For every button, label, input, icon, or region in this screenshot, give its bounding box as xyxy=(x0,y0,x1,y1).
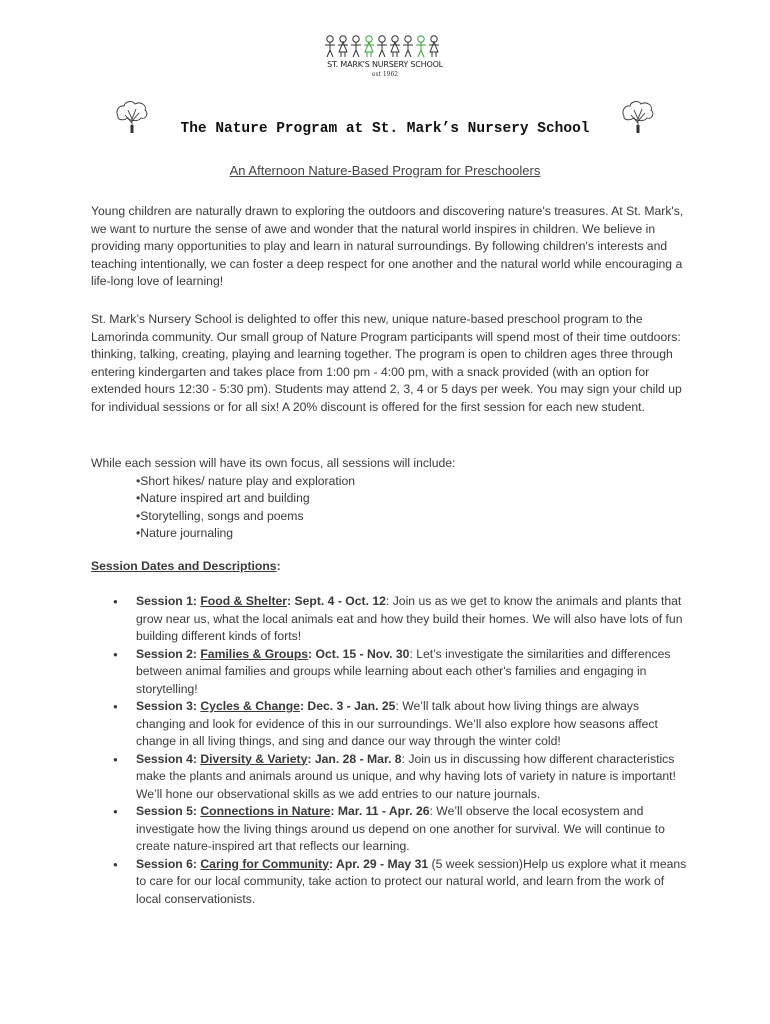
session-description: : Let’s investigate the similarities and differences between animal families and groups while learning about each other's families and engaging in storytelling! xyxy=(136,646,671,696)
includes-section xyxy=(91,455,691,543)
session-item xyxy=(91,856,691,909)
logo-school-name: ST. MARK'S NURSERY SCHOOL xyxy=(327,60,443,69)
session-description: : We’ll observe the local ecosystem and investigate how the living things around us depend on one another for survival. We will continue to create nature-inspired art that reflects our learning. xyxy=(136,804,665,853)
session-label: Session 1: xyxy=(136,594,201,608)
session-description: : We’ll talk about how living things are always changing and look for evidence of this in our surroundings. We’ll also explore how seasons affect change in all living things, and sing and dance our way through the winter cold! xyxy=(136,699,658,748)
session-dates: Jan. 28 - Mar. 8 xyxy=(314,751,402,766)
session-dates: Apr. 29 - May 31 xyxy=(336,856,429,871)
session-item xyxy=(91,751,691,804)
session-description: : Join us in discussing how different characteristics make the plants and animals around us unique, and why having lots of variety in nature is important! We’ll hone our observational skills as we add entries to our nature journals. xyxy=(136,751,676,801)
session-theme: Caring for Community xyxy=(200,856,330,871)
sessions-list xyxy=(91,593,691,908)
logo-established: est 1962 xyxy=(371,71,399,78)
session-label: Session 6: xyxy=(136,856,201,871)
session-dates: Dec. 3 - Jan. 25 xyxy=(307,699,396,713)
session-theme: Cycles & Change xyxy=(200,699,300,713)
session-dates: Oct. 15 - Nov. 30 xyxy=(315,646,410,661)
includes-item: •Nature journaling xyxy=(136,526,234,540)
session-sep: : xyxy=(299,699,308,713)
school-logo xyxy=(322,34,448,82)
session-theme: Diversity & Variety xyxy=(200,751,308,766)
session-description: (5 week session)Help us explore what it means to care for our local community, take action to protect our natural world, and learn from the work of local conservationists. xyxy=(136,856,687,906)
session-sep: : xyxy=(330,804,338,818)
session-label: Session 2: xyxy=(136,646,201,661)
includes-item: •Storytelling, songs and poems xyxy=(136,508,304,523)
sessions-heading-colon: : xyxy=(276,559,281,573)
session-dates: Mar. 11 - Apr. 26 xyxy=(337,804,430,818)
page-subtitle: An Afternoon Nature-Based Program for Preschoolers xyxy=(229,163,541,178)
session-sep: : xyxy=(307,751,315,766)
page-title: The Nature Program at St. Mark’s Nursery School xyxy=(180,121,590,137)
session-item xyxy=(91,646,691,699)
sessions-heading xyxy=(91,558,691,576)
sessions-heading-text: Session Dates and Descriptions xyxy=(91,559,277,573)
session-item xyxy=(91,593,691,646)
session-label: Session 3: xyxy=(136,699,201,713)
session-sep: : xyxy=(287,594,295,608)
includes-item: •Nature inspired art and building xyxy=(136,491,310,505)
session-item xyxy=(91,803,691,856)
session-theme: Food & Shelter xyxy=(200,594,288,608)
session-item xyxy=(91,698,691,751)
session-sep: : xyxy=(329,856,337,871)
session-dates: Sept. 4 - Oct. 12 xyxy=(294,594,386,608)
session-theme: Families & Groups xyxy=(200,646,309,661)
session-theme: Connections in Nature xyxy=(200,804,331,818)
includes-intro: While each session will have its own focus, all sessions will include: xyxy=(91,456,456,470)
session-label: Session 4: xyxy=(136,751,201,766)
children-figures-icon xyxy=(322,34,448,60)
session-label: Session 5: xyxy=(136,804,201,818)
session-sep: : xyxy=(308,646,316,661)
intro-paragraph: Young children are naturally drawn to exploring the outdoors and discovering nature's treasures. At St. Mark's, we want to nurture the sense of awe and wonder that the natural world inspires in children. We believe in providing many opportunities to play and learn in natural surroundings. By following children's interests and teaching intentionally, we can foster a deep respect for one another and the natural world while encouraging a life-long love of learning! xyxy=(91,204,684,288)
includes-item: •Short hikes/ nature play and exploration xyxy=(136,473,356,488)
program-paragraph: St. Mark’s Nursery School is delighted to offer this new, unique nature-based preschool program to the Lamorinda community. Our small group of Nature Program participants will spend most of their time outdoors: thinking, talking, creating, playing and learning together. The program is open to children ages three through entering kindergarten and takes place from 1:00 pm - 4:00 pm, with a snack provided (with an option for extended hours 12:30 - 5:30 pm). Students may attend 2, 3, 4 or 5 days per week. You may sign your child up for individual sessions or for all six! A 20% discount is offered for the first session for each new student. xyxy=(91,312,682,414)
session-description: : Join us as we get to know the animals and plants that grow near us, what the local animals eat and how they build their homes. We will also have lots of fun building different kinds of forts! xyxy=(136,594,683,643)
